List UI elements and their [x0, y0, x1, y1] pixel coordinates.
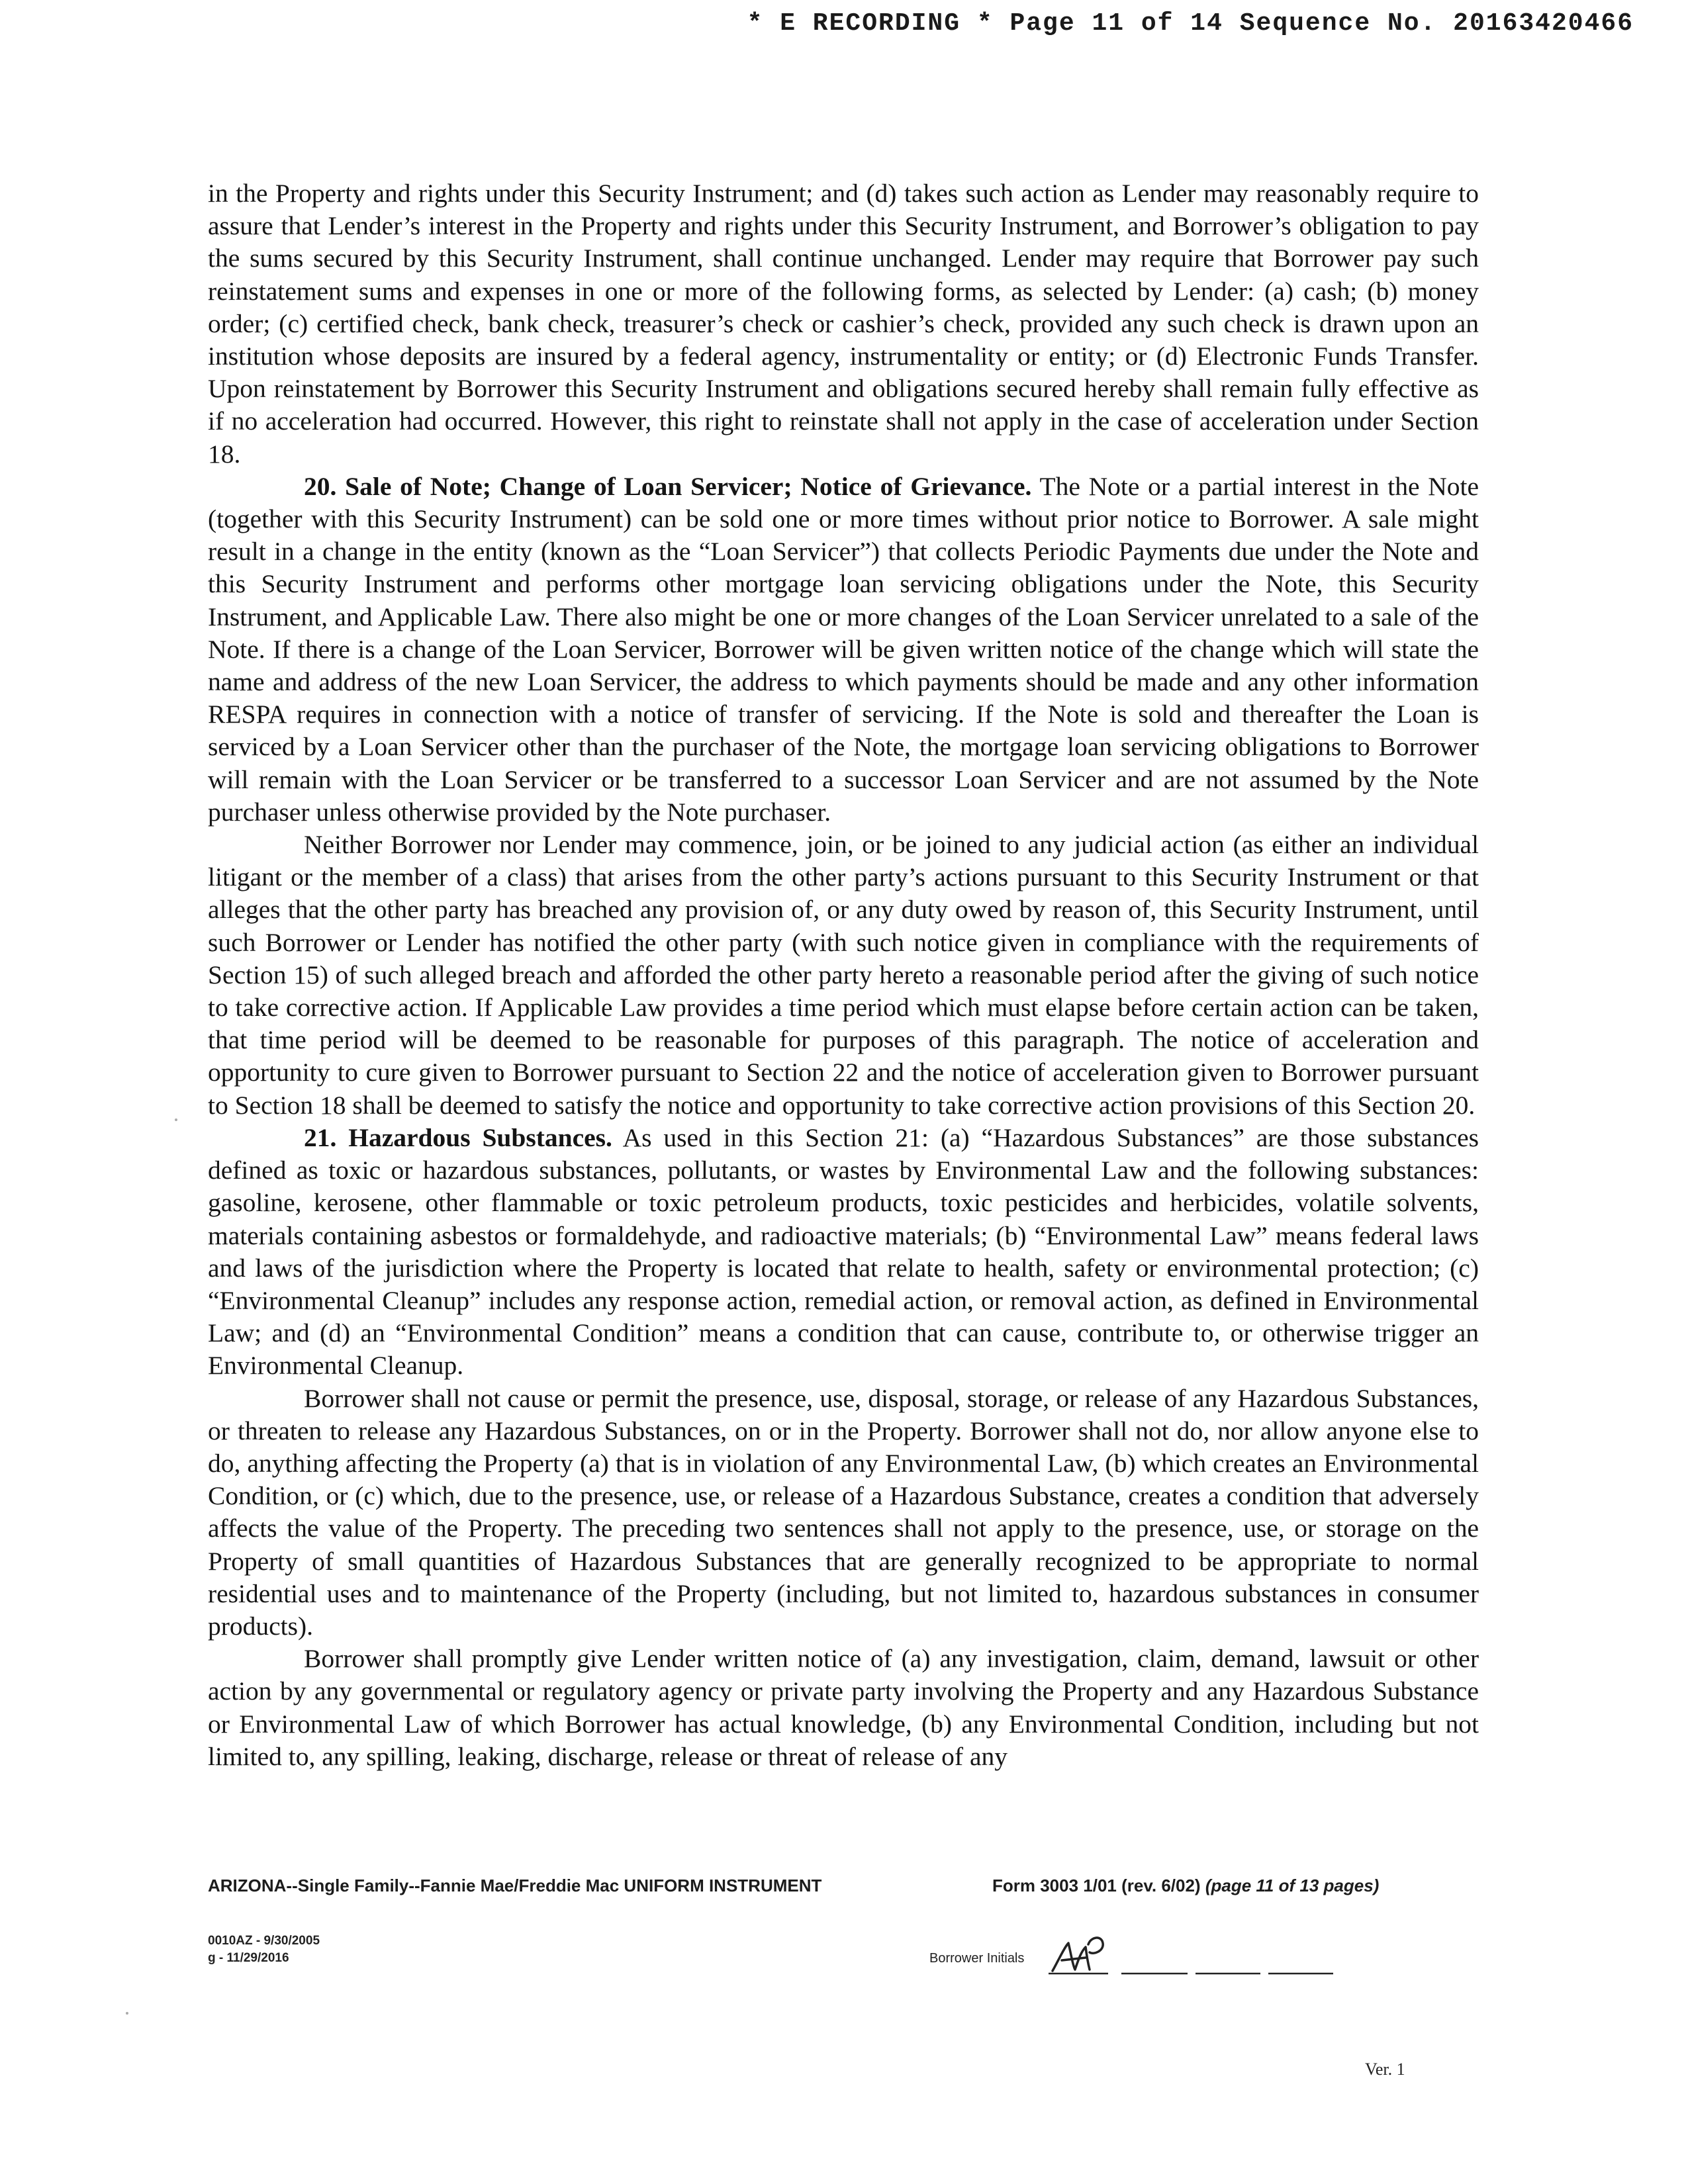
paragraph-text: Borrower shall not cause or permit the presence, use, disposal, storage, or release of any Hazardous Substances, or threaten to release any Hazardous Substances, on or in the Property. Borrower shall not do, nor allow anyone else to do, anything affecting the Property (a) that is in violation of any Environmental Law, (b) which creates an Environmental Condition, or (c) which, due to the presence, use, or release of a Hazardous Substance, creates a condition that adversely affects the value of the Property. The preceding two sentences shall not apply to the presence, use, or storage on the Property of small quantities of Hazardous Substances that are generally recognized to be appropriate to normal residential uses and to maintenance of the Property (including, but not limited to, hazardous substances in consumer products).	[208, 1383, 1479, 1641]
document-codes	[208, 1933, 320, 1967]
form-title: ARIZONA--Single Family--Fannie Mae/Freddie Mac UNIFORM INSTRUMENT	[208, 1876, 822, 1895]
section-number: 20.	[304, 471, 337, 501]
page-note: (page 11 of 13 pages)	[1205, 1876, 1380, 1895]
handwritten-initials	[1053, 1938, 1103, 1971]
section-number: 21.	[304, 1122, 337, 1152]
paragraph-text: As used in this Section 21: (a) “Hazardous Substances” are those substances defined as toxic or hazardous substances, pollutants, or wastes by Environmental Law and the following substances: gasoline, kerosene, other flammable or toxic petroleum products, toxic pesticides and herbicides, volatile solvents, materials containing asbestos or formaldehyde, and radioactive materials; (b) “Environmental Law” means federal laws and laws of the jurisdiction where the Property is located that relate to health, safety or environmental protection; (c) “Environmental Cleanup” includes any response action, remedial action, or removal action, as defined in Environmental Law; and (d) an “Environmental Condition” means a condition that can cause, contribute to, or otherwise trigger an Environmental Cleanup.	[208, 1122, 1479, 1381]
paragraph-text: The Note or a partial interest in the Note (together with this Security Instrument) can be sold one or more times without prior notice to Borrower. A sale might result in a change in the entity (known as the “Loan Servicer”) that collects Periodic Payments due under the Note and this Security Instrument and performs other mortgage loan servicing obligations under the Note, this Security Instrument, and Applicable Law. There also might be one or more changes of the Loan Servicer unrelated to a sale of the Note. If there is a change of the Loan Servicer, Borrower will be given written notice of the change which will state the name and address of the new Loan Servicer, the address to which payments should be made and any other information RESPA requires in connection with a notice of transfer of servicing. If the Note is sold and thereafter the Loan is serviced by a Loan Servicer other than the purchaser of the Note, the mortgage loan servicing obligations to Borrower will remain with the Loan Servicer or be transferred to a successor Loan Servicer and are not assumed by the Note purchaser unless otherwise provided by the Note purchaser.	[208, 471, 1479, 827]
paragraph-hazardous-notice	[208, 1643, 1479, 1773]
doc-code: 0010AZ - 9/30/2005	[208, 1934, 320, 1948]
borrower-initials-block	[929, 1931, 1340, 1984]
paragraph-text: Neither Borrower nor Lender may commence, join, or be joined to any judicial action (as either an individual litigant or the member of a class) that arises from the other party’s actions pursuant to this Security Instrument or that alleges that the other party has breached any provision of, or any duty owed by reason of, this Security Instrument, until such Borrower or Lender has notified the other party (with such notice given in compliance with the requirements of Section 15) of such alleged breach and afforded the other party hereto a reasonable period after the giving of such notice to take corrective action. If Applicable Law provides a time period which must elapse before certain action can be taken, that time period will be deemed to be reasonable for purposes of this paragraph. The notice of acceleration and opportunity to cure given to Borrower pursuant to Section 22 and the notice of acceleration given to Borrower pursuant to Section 18 shall be deemed to satisfy the notice and opportunity to take corrective action provisions of this Section 20.	[208, 830, 1479, 1120]
paragraph-hazardous-presence	[208, 1383, 1479, 1643]
paragraph-continuation	[208, 177, 1479, 471]
section-21	[208, 1122, 1479, 1383]
initials-label: Borrower Initials	[929, 1951, 1025, 1966]
form-number-line	[992, 1876, 1379, 1896]
section-title: Sale of Note; Change of Loan Servicer; Notice of Grievance.	[345, 471, 1032, 501]
initials-signature-lines	[1049, 1931, 1340, 1984]
section-20	[208, 471, 1479, 829]
scan-speck	[126, 2012, 128, 2015]
form-number: Form 3003 1/01 (rev. 6/02)	[992, 1876, 1201, 1895]
scan-speck	[175, 1118, 177, 1121]
document-body	[208, 177, 1479, 1773]
paragraph-judicial-action	[208, 829, 1479, 1122]
version-label: Ver. 1	[1365, 2060, 1405, 2079]
paragraph-text: in the Property and rights under this Security Instrument; and (d) takes such action as Lender may reasonably require to assure that Lender’s interest in the Property and rights under this Security Instrument, and Borrower’s obligation to pay the sums secured by this Security Instrument, shall continue unchanged. Lender may require that Borrower pay such reinstatement sums and expenses in one or more of the following forms, as selected by Lender: (a) cash; (b) money order; (c) certified check, bank check, treasurer’s check or cashier’s check, provided any such check is drawn upon an institution whose deposits are insured by a federal agency, instrumentality or entity; or (d) Electronic Funds Transfer. Upon reinstatement by Borrower this Security Instrument and obligations secured hereby shall remain fully effective as if no acceleration had occurred. However, this right to reinstate shall not apply in the case of acceleration under Section 18.	[208, 179, 1479, 469]
doc-date: g - 11/29/2016	[208, 1951, 289, 1965]
paragraph-text: Borrower shall promptly give Lender written notice of (a) any investigation, claim, demand, lawsuit or other action by any governmental or regulatory agency or private party involving the Property and any Hazardous Substance or Environmental Law of which Borrower has actual knowledge, (b) any Environmental Condition, including but not limited to, any spilling, leaking, discharge, release or threat of release of any	[208, 1644, 1479, 1771]
recording-header: * E RECORDING * Page 11 of 14 Sequence No. 20163420466	[747, 9, 1634, 38]
section-title: Hazardous Substances.	[348, 1122, 612, 1152]
